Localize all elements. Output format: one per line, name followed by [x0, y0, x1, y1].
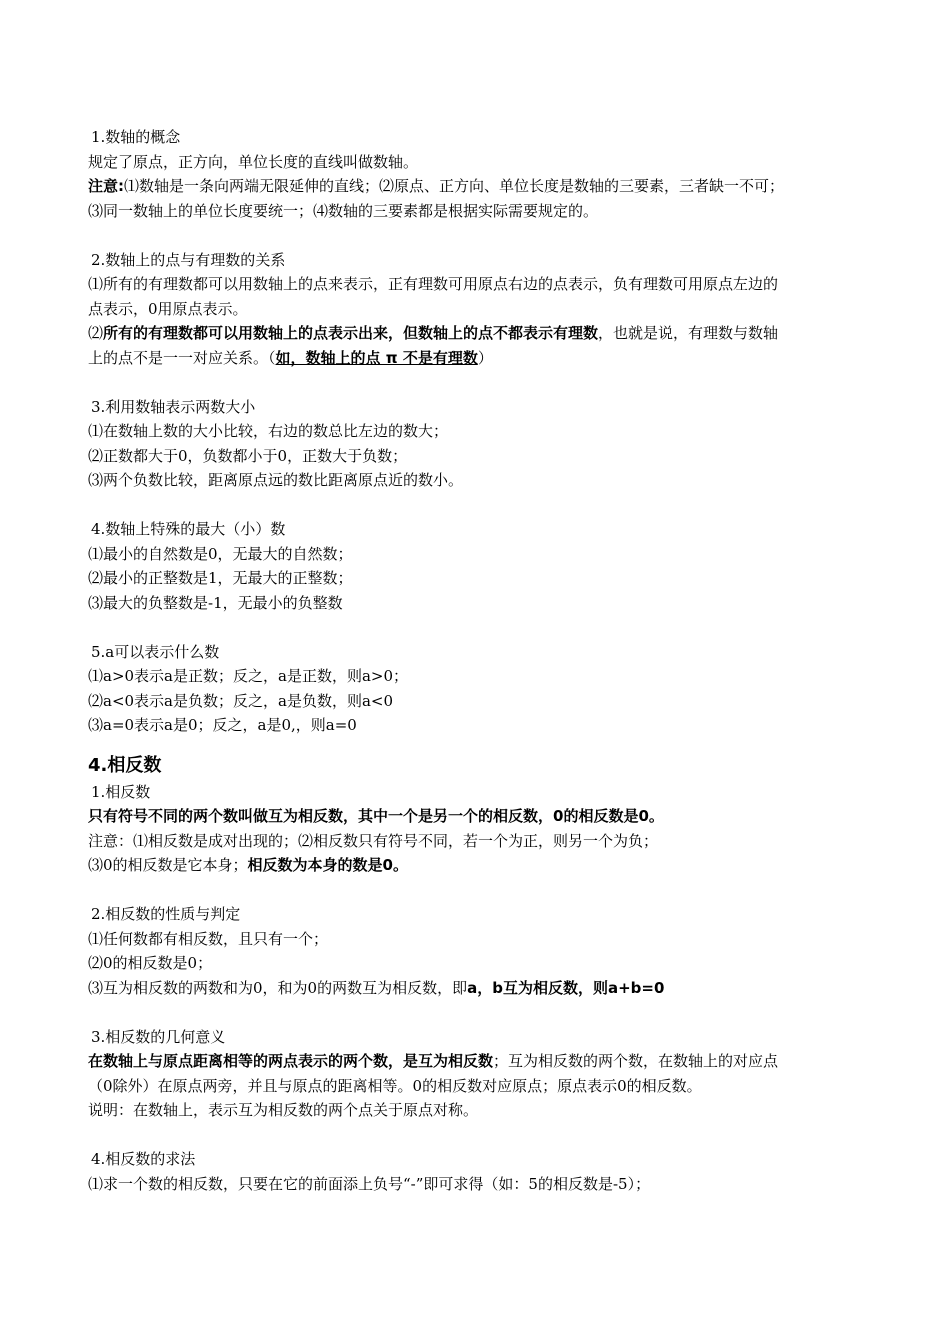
opposite-definition: 只有符号不同的两个数叫做互为相反数，其中一个是另一个的相反数，0的相反数是0。 — [88, 807, 664, 825]
compare-item-3: ⑶两个负数比较，距离原点远的数比距离原点近的数小。 — [88, 471, 464, 489]
compare-item-2: ⑵正数都大于0，负数都小于0，正数大于负数； — [88, 446, 408, 465]
geometric-rest: ；互为相反数的两个数，在数轴上的对应点 — [493, 1052, 779, 1070]
find-opposite-item-1: ⑴求一个数的相反数，只要在它的前面添上负号“-”即可求得（如：5的相反数是-5）； — [88, 1174, 651, 1193]
axis-note — [88, 174, 878, 199]
geometric-explanation: 说明：在数轴上，表示互为相反数的两个点关于原点对称。 — [88, 1101, 479, 1119]
note2-bold: 相反数为本身的数是0。 — [247, 856, 408, 874]
section-title-opposite: 1.相反数 — [91, 782, 151, 801]
points-rationals-p1: ⑴所有的有理数都可以用数轴上的点来表示，正有理数可用原点右边的点表示，负有理数可用原点左边的 — [88, 275, 779, 293]
property-3-pre: ⑶互为相反数的两数和为0，和为0的两数互为相反数，即 — [88, 978, 468, 997]
p2-rest-text: ，也就是说，有理数与数轴 — [598, 324, 779, 342]
geometric-line-1 — [88, 1049, 878, 1074]
points-rationals-p1-cont: 点表示，0用原点表示。 — [88, 299, 248, 318]
document-body — [88, 125, 878, 1196]
chapter-heading-opposites: 4.相反数 — [88, 754, 162, 776]
axis-note-continued: ⑶同一数轴上的单位长度要统一；⑷数轴的三要素都是根据实际需要规定的。 — [88, 201, 599, 220]
special-item-3: ⑶最大的负整数是-1，无最小的负整数 — [88, 593, 343, 612]
p2b-pre: 上的点不是一一对应关系。（ — [88, 348, 276, 367]
property-3-bold: a，b互为相反数，则a+b=0 — [467, 978, 665, 997]
points-rationals-p2-cont — [88, 346, 878, 371]
special-item-2: ⑵最小的正整数是1，无最大的正整数； — [88, 569, 353, 587]
section-title-points-rationals: 2.数轴上的点与有理数的关系 — [91, 250, 286, 269]
p2-number: ⑵ — [88, 324, 104, 342]
p2b-post: ） — [477, 348, 493, 367]
special-item-1: ⑴最小的自然数是0，无最大的自然数； — [88, 544, 353, 563]
property-item-2: ⑵0的相反数是0； — [88, 954, 213, 972]
section-title-special-numbers: 4.数轴上特殊的最大（小）数 — [91, 520, 286, 538]
p2-bold-text: 所有的有理数都可以用数轴上的点表示出来，但数轴上的点不都表示有理数 — [103, 324, 599, 342]
property-item-3 — [88, 976, 878, 1001]
opposite-note-1: 注意：⑴相反数是成对出现的；⑵相反数只有符号不同，若一个为正，则另一个为负； — [88, 831, 659, 850]
section-title-axis-concept: 1.数轴的概念 — [91, 128, 181, 146]
property-item-1: ⑴任何数都有相反数，且只有一个； — [88, 929, 329, 948]
section-title-find-opposite: 4.相反数的求法 — [91, 1150, 196, 1168]
a-meaning-item-1: ⑴a>0表示a是正数；反之，a是正数，则a>0； — [88, 667, 408, 685]
note-label: 注意: — [88, 177, 124, 195]
section-title-geometric-meaning: 3.相反数的几何意义 — [91, 1027, 226, 1046]
note-text: ⑴数轴是一条向两端无限延伸的直线；⑵原点、正方向、单位长度是数轴的三要素，三者缺一不可； — [124, 177, 785, 195]
points-rationals-p2 — [88, 321, 878, 346]
section-title-compare: 3.利用数轴表示两数大小 — [91, 397, 256, 416]
note2-pre: ⑶0的相反数是它本身； — [88, 856, 248, 874]
a-meaning-item-2: ⑵a<0表示a是负数；反之，a是负数，则a<0 — [88, 691, 393, 710]
opposite-note-2 — [88, 853, 878, 878]
section-title-opposite-properties: 2.相反数的性质与判定 — [91, 905, 241, 923]
p2b-underlined-example: 如，数轴上的点 π 不是有理数 — [275, 348, 478, 367]
a-meaning-item-3: ⑶a=0表示a是0；反之，a是0,，则a=0 — [88, 716, 357, 734]
geometric-bold: 在数轴上与原点距离相等的两点表示的两个数，是互为相反数 — [88, 1052, 494, 1070]
compare-item-1: ⑴在数轴上数的大小比较，右边的数总比左边的数大； — [88, 422, 449, 440]
section-title-a-meaning: 5.a可以表示什么数 — [91, 642, 220, 661]
geometric-line-2: （0除外）在原点两旁，并且与原点的距离相等。0的相反数对应原点；原点表示0的相反数。 — [88, 1076, 702, 1095]
axis-definition: 规定了原点，正方向，单位长度的直线叫做数轴。 — [88, 152, 419, 171]
